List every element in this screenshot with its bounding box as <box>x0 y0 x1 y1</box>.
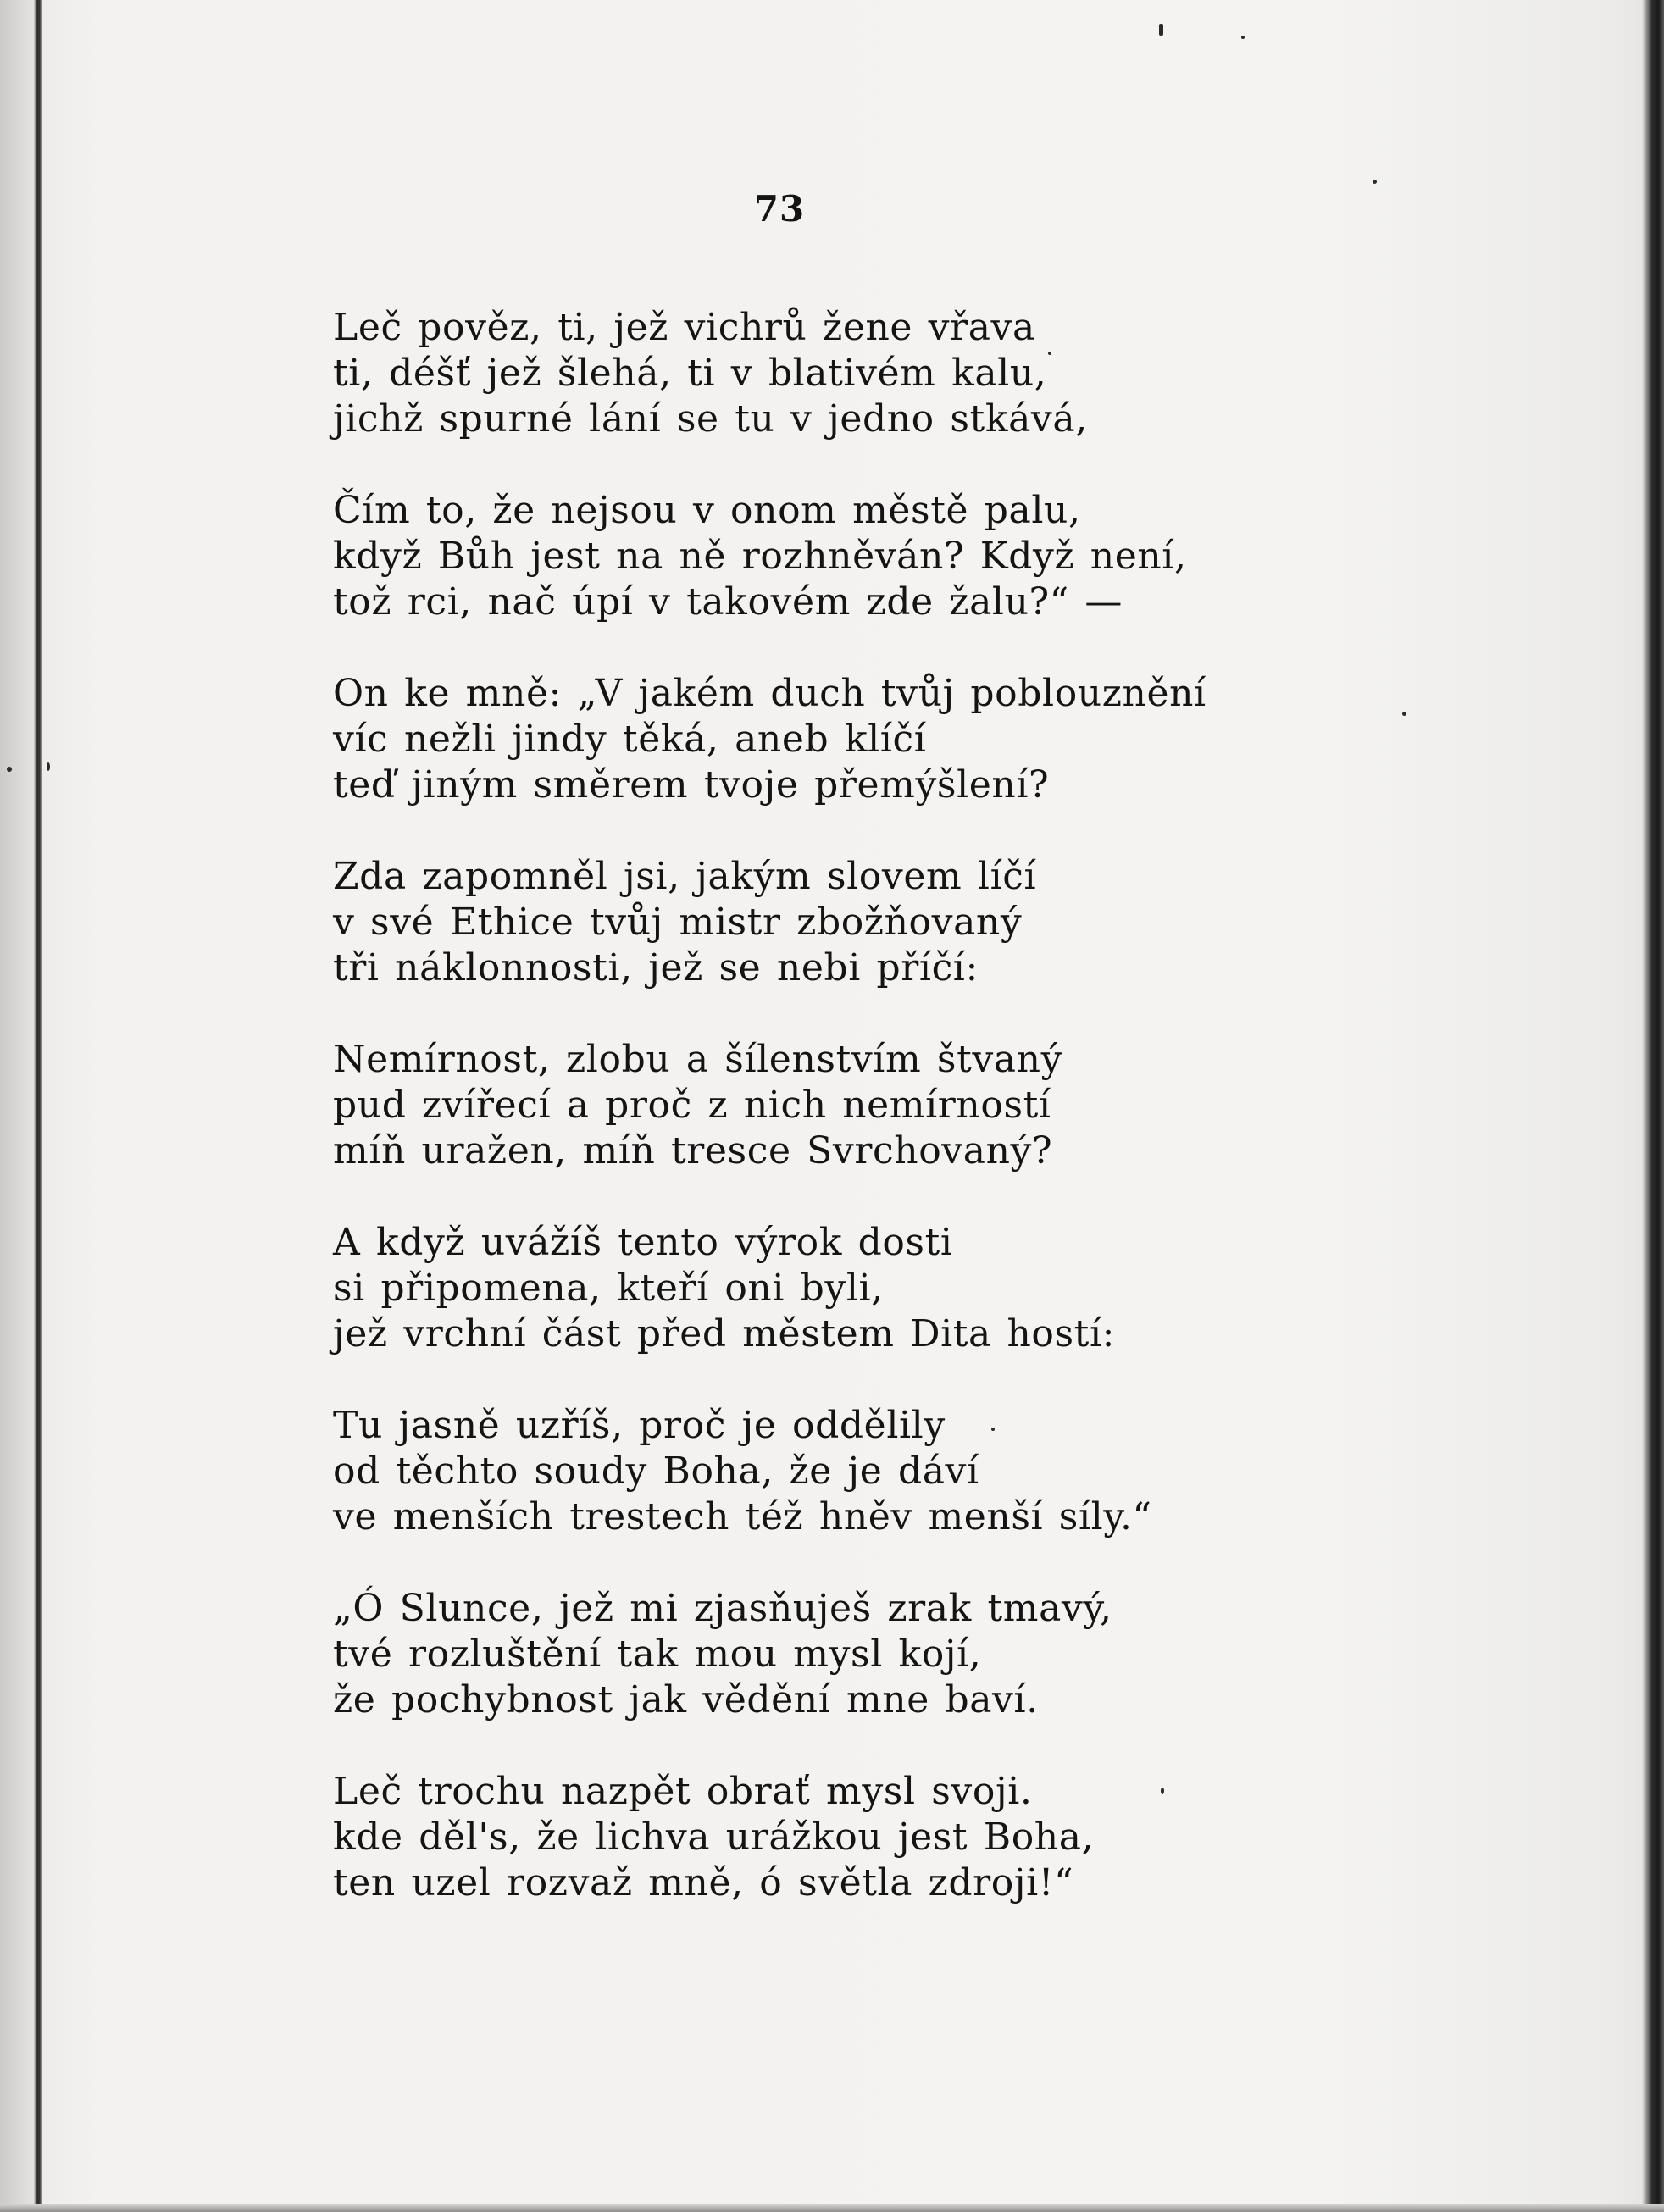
page-left-margin-shadow <box>0 0 34 2212</box>
verse-line: tři náklonnosti, jež se nebi příčí: <box>333 946 979 990</box>
page-number: 73 <box>753 188 806 230</box>
poem-text <box>333 305 1265 1952</box>
verse-line: On ke mně: „V jakém duch tvůj poblouznění <box>333 672 1206 715</box>
stanza <box>333 305 1265 442</box>
stanza <box>333 1586 1265 1723</box>
verse-line: A když uvážíš tento výrok dosti <box>333 1221 953 1264</box>
verse-line: ten uzel rozvaž mně, ó světla zdroji!“ <box>333 1861 1074 1904</box>
verse-line: od těchto soudy Boha, že je dáví <box>333 1450 979 1493</box>
verse-line: víc nežli jindy těká, aneb klíčí <box>333 718 927 761</box>
verse-line: míň uražen, míň tresce Svrchovaný? <box>333 1129 1053 1173</box>
verse-line: si připomena, kteří oni byli, <box>333 1267 884 1310</box>
print-speck <box>47 762 50 771</box>
verse-line: že pochybnost jak vědění mne baví. <box>333 1678 1039 1721</box>
stanza <box>333 1403 1265 1540</box>
verse-line: ve menších trestech též hněv menší síly.“ <box>333 1495 1152 1538</box>
verse-line: jichž spurné lání se tu v jedno stkává, <box>333 397 1088 441</box>
page-right-edge <box>1642 0 1664 2212</box>
stanza <box>333 488 1265 625</box>
verse-line: když Bůh jest na ně rozhněván? Když není, <box>333 535 1187 578</box>
stanza <box>333 1220 1265 1357</box>
print-speck <box>1241 36 1245 39</box>
verse-line: kde děl's, že lichva urážkou jest Boha, <box>333 1816 1095 1859</box>
verse-line: jež vrchní část před městem Dita hostí: <box>333 1312 1116 1355</box>
verse-line: Tu jasně uzříš, proč je oddělily <box>333 1404 946 1447</box>
print-speck <box>1373 180 1377 184</box>
stanza <box>333 671 1265 808</box>
verse-line: ti, déšť jež šlehá, ti v blativém kalu, <box>333 352 1047 395</box>
verse-line: teď jiným směrem tvoje přemýšlení? <box>333 763 1050 807</box>
verse-line: Čím to, že nejsou v onom městě palu, <box>333 489 1081 532</box>
stanza <box>333 854 1265 991</box>
verse-line: pud zvířecí a proč z nich nemírností <box>333 1084 1051 1127</box>
stanza <box>333 1769 1265 1906</box>
verse-line: Leč pověz, ti, jež vichrů žene vřava <box>333 306 1035 349</box>
print-speck <box>7 767 12 772</box>
stanza <box>333 1037 1265 1174</box>
page-bottom-edge <box>0 2204 1664 2212</box>
verse-line: Zda zapomněl jsi, jakým slovem líčí <box>333 855 1037 898</box>
verse-line: „Ó Slunce, jež mi zjasňuješ zrak tmavý, <box>333 1587 1112 1630</box>
verse-line: v své Ethice tvůj mistr zbožňovaný <box>333 901 1023 944</box>
binding-edge-line <box>34 0 42 2212</box>
verse-line: Leč trochu nazpět obrať mysl svoji. <box>333 1770 1033 1813</box>
verse-line: Nemírnost, zlobu a šílenstvím štvaný <box>333 1038 1063 1081</box>
verse-line: tvé rozluštění tak mou mysl kojí, <box>333 1633 982 1676</box>
print-speck <box>1159 24 1163 36</box>
print-speck <box>1402 712 1406 716</box>
verse-line: tož rci, nač úpí v takovém zde žalu?“ — <box>333 580 1123 624</box>
